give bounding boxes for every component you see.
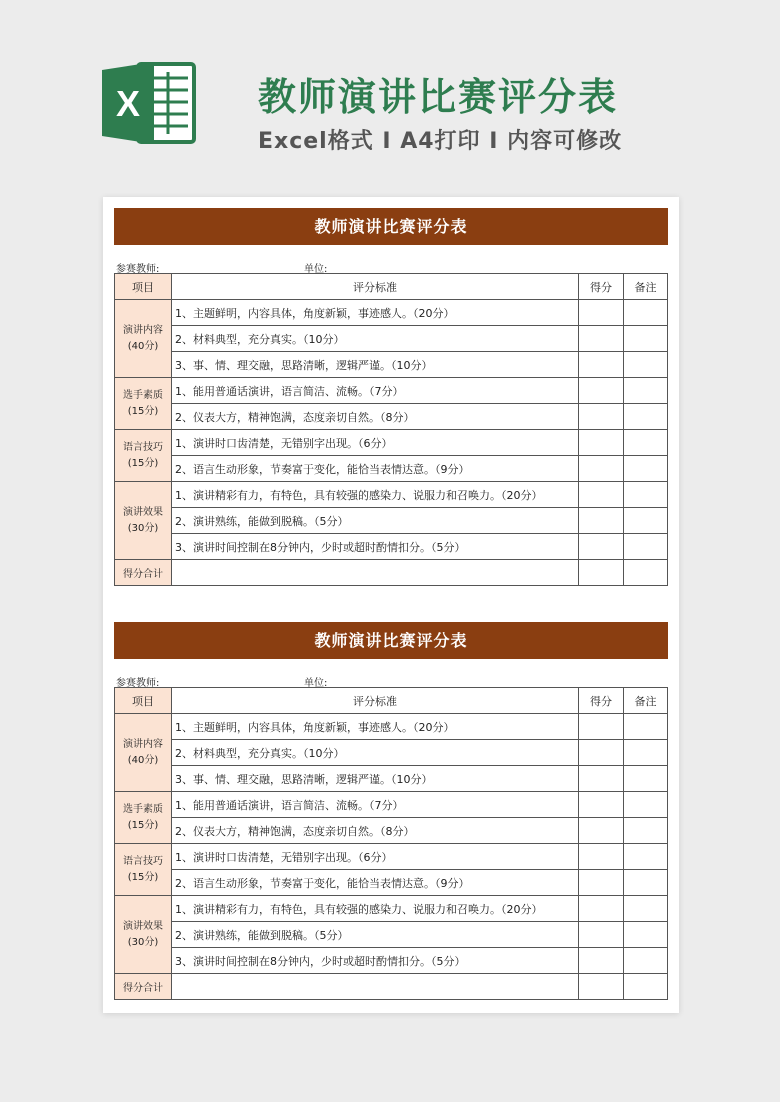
total-label: 得分合计 <box>115 974 172 1000</box>
note-cell[interactable] <box>624 896 668 922</box>
col-header-score: 得分 <box>579 688 624 714</box>
criterion-cell: 2、仪表大方，精神饱满，态度亲切自然。（8分） <box>172 404 579 430</box>
table-row <box>115 326 668 352</box>
page-header <box>0 0 780 195</box>
category-points: (15分) <box>127 405 159 417</box>
category-cell <box>115 792 172 844</box>
sheet-meta-row <box>114 245 668 273</box>
category-points: (15分) <box>127 457 159 469</box>
score-cell[interactable] <box>579 326 624 352</box>
total-note-cell[interactable] <box>624 560 668 586</box>
category-name: 演讲内容 <box>123 738 163 750</box>
criterion-cell: 1、主题鲜明，内容具体，角度新颖，事迹感人。（20分） <box>172 714 579 740</box>
category-cell <box>115 714 172 792</box>
table-row <box>115 456 668 482</box>
score-cell[interactable] <box>579 456 624 482</box>
score-cell[interactable] <box>579 482 624 508</box>
unit-label: 单位: <box>304 678 328 689</box>
excel-logo-icon <box>98 58 198 148</box>
criterion-cell: 2、语言生动形象，节奏富于变化，能恰当表情达意。（9分） <box>172 456 579 482</box>
note-cell[interactable] <box>624 714 668 740</box>
score-cell[interactable] <box>579 766 624 792</box>
note-cell[interactable] <box>624 766 668 792</box>
score-cell[interactable] <box>579 404 624 430</box>
table-row <box>115 714 668 740</box>
score-cell[interactable] <box>579 896 624 922</box>
criterion-cell: 2、仪表大方，精神饱满，态度亲切自然。（8分） <box>172 818 579 844</box>
category-cell <box>115 300 172 378</box>
score-cell[interactable] <box>579 740 624 766</box>
table-row <box>115 792 668 818</box>
score-cell[interactable] <box>579 844 624 870</box>
note-cell[interactable] <box>624 792 668 818</box>
note-cell[interactable] <box>624 326 668 352</box>
score-sheet <box>114 208 668 586</box>
total-criteria-cell <box>172 974 579 1000</box>
page-subtitle: Excel格式 I A4打印 I 内容可修改 <box>258 129 623 154</box>
col-header-item: 项目 <box>115 274 172 300</box>
table-row <box>115 430 668 456</box>
score-cell[interactable] <box>579 948 624 974</box>
criterion-cell: 1、能用普通话演讲，语言简洁、流畅。（7分） <box>172 378 579 404</box>
criterion-cell: 3、演讲时间控制在8分钟内，少时或超时酌情扣分。（5分） <box>172 948 579 974</box>
table-header-row <box>115 688 668 714</box>
category-points: (40分) <box>127 340 159 352</box>
table-row <box>115 404 668 430</box>
contestant-label: 参赛教师: <box>116 264 160 275</box>
score-sheet <box>114 622 668 1000</box>
criterion-cell: 3、事、情、理交融，思路清晰，逻辑严谨。（10分） <box>172 766 579 792</box>
category-points: (15分) <box>127 819 159 831</box>
total-score-cell[interactable] <box>579 560 624 586</box>
criterion-cell: 1、主题鲜明，内容具体，角度新颖，事迹感人。（20分） <box>172 300 579 326</box>
total-criteria-cell <box>172 560 579 586</box>
category-name: 语言技巧 <box>123 441 163 453</box>
note-cell[interactable] <box>624 300 668 326</box>
table-row <box>115 948 668 974</box>
score-table <box>114 273 668 586</box>
criterion-cell: 1、能用普通话演讲，语言简洁、流畅。（7分） <box>172 792 579 818</box>
criterion-cell: 1、演讲时口齿清楚，无错别字出现。（6分） <box>172 430 579 456</box>
category-name: 选手素质 <box>123 389 163 401</box>
category-cell <box>115 430 172 482</box>
score-cell[interactable] <box>579 870 624 896</box>
col-header-item: 项目 <box>115 688 172 714</box>
note-cell[interactable] <box>624 534 668 560</box>
note-cell[interactable] <box>624 844 668 870</box>
col-header-score: 得分 <box>579 274 624 300</box>
criterion-cell: 1、演讲时口齿清楚，无错别字出现。（6分） <box>172 844 579 870</box>
col-header-note: 备注 <box>624 274 668 300</box>
category-name: 演讲效果 <box>123 506 163 518</box>
table-row <box>115 870 668 896</box>
col-header-criteria: 评分标准 <box>172 688 579 714</box>
total-label: 得分合计 <box>115 560 172 586</box>
note-cell[interactable] <box>624 508 668 534</box>
table-row <box>115 482 668 508</box>
score-cell[interactable] <box>579 534 624 560</box>
score-cell[interactable] <box>579 922 624 948</box>
svg-text:X: X <box>115 83 141 124</box>
criterion-cell: 1、演讲精彩有力，有特色，具有较强的感染力、说服力和召唤力。（20分） <box>172 482 579 508</box>
note-cell[interactable] <box>624 456 668 482</box>
category-points: (30分) <box>127 936 159 948</box>
sheet-title-banner: 教师演讲比赛评分表 <box>114 208 668 245</box>
table-row <box>115 896 668 922</box>
note-cell[interactable] <box>624 740 668 766</box>
note-cell[interactable] <box>624 352 668 378</box>
total-score-cell[interactable] <box>579 974 624 1000</box>
score-cell[interactable] <box>579 430 624 456</box>
score-table <box>114 687 668 1000</box>
table-row <box>115 766 668 792</box>
score-cell[interactable] <box>579 714 624 740</box>
total-note-cell[interactable] <box>624 974 668 1000</box>
table-row <box>115 508 668 534</box>
table-row <box>115 844 668 870</box>
table-row <box>115 818 668 844</box>
category-name: 语言技巧 <box>123 855 163 867</box>
score-cell[interactable] <box>579 792 624 818</box>
category-points: (30分) <box>127 522 159 534</box>
table-header-row <box>115 274 668 300</box>
table-row <box>115 352 668 378</box>
note-cell[interactable] <box>624 378 668 404</box>
criterion-cell: 2、演讲熟练，能做到脱稿。（5分） <box>172 922 579 948</box>
category-name: 演讲效果 <box>123 920 163 932</box>
score-cell[interactable] <box>579 508 624 534</box>
sheet-meta-row <box>114 659 668 687</box>
table-row <box>115 378 668 404</box>
score-cell[interactable] <box>579 378 624 404</box>
criterion-cell: 3、演讲时间控制在8分钟内，少时或超时酌情扣分。（5分） <box>172 534 579 560</box>
note-cell[interactable] <box>624 870 668 896</box>
table-row <box>115 922 668 948</box>
col-header-note: 备注 <box>624 688 668 714</box>
table-row <box>115 534 668 560</box>
score-cell[interactable] <box>579 352 624 378</box>
total-row <box>115 560 668 586</box>
score-cell[interactable] <box>579 818 624 844</box>
category-points: (15分) <box>127 871 159 883</box>
contestant-label: 参赛教师: <box>116 678 160 689</box>
criterion-cell: 3、事、情、理交融，思路清晰，逻辑严谨。（10分） <box>172 352 579 378</box>
document-page <box>103 197 679 1013</box>
note-cell[interactable] <box>624 922 668 948</box>
category-name: 演讲内容 <box>123 324 163 336</box>
note-cell[interactable] <box>624 482 668 508</box>
category-cell <box>115 844 172 896</box>
category-cell <box>115 482 172 560</box>
unit-label: 单位: <box>304 264 328 275</box>
col-header-criteria: 评分标准 <box>172 274 579 300</box>
total-row <box>115 974 668 1000</box>
note-cell[interactable] <box>624 948 668 974</box>
category-cell <box>115 896 172 974</box>
criterion-cell: 2、材料典型，充分真实。（10分） <box>172 326 579 352</box>
table-row <box>115 300 668 326</box>
category-points: (40分) <box>127 754 159 766</box>
page-title: 教师演讲比赛评分表 <box>258 75 619 119</box>
criterion-cell: 2、语言生动形象，节奏富于变化，能恰当表情达意。（9分） <box>172 870 579 896</box>
category-name: 选手素质 <box>123 803 163 815</box>
score-cell[interactable] <box>579 300 624 326</box>
note-cell[interactable] <box>624 818 668 844</box>
category-cell <box>115 378 172 430</box>
sheet-title-banner: 教师演讲比赛评分表 <box>114 622 668 659</box>
table-row <box>115 740 668 766</box>
note-cell[interactable] <box>624 404 668 430</box>
criterion-cell: 2、演讲熟练，能做到脱稿。（5分） <box>172 508 579 534</box>
criterion-cell: 1、演讲精彩有力，有特色，具有较强的感染力、说服力和召唤力。（20分） <box>172 896 579 922</box>
criterion-cell: 2、材料典型，充分真实。（10分） <box>172 740 579 766</box>
note-cell[interactable] <box>624 430 668 456</box>
